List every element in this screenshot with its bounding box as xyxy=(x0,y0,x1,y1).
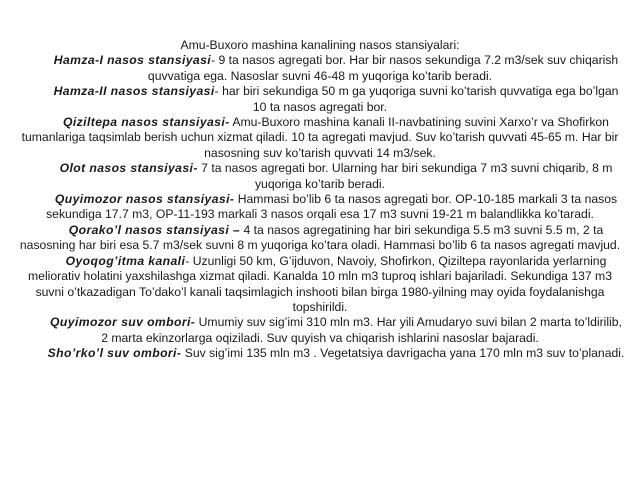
paragraph-qorakol xyxy=(14,223,626,254)
paragraph-term: Quyimozor nasos stansiyasi- xyxy=(54,192,235,207)
paragraph-term: Quyimozor suv ombori- xyxy=(50,315,196,330)
paragraph-term: Hamza-I nasos stansiyasi xyxy=(53,53,212,68)
paragraph-hamza-2 xyxy=(14,84,626,115)
paragraph-term: Qiziltepa nasos stansiyasi- xyxy=(63,115,230,130)
paragraph-text: Umumiy suv sig’imi 310 mln m3. Har yili Amudaryo suvi bilan 2 marta to’ldirilib, 2 marta ekinzorlarga oqiziladi. Suv quyish va chiqarish ishlarini nasoslar bajaradi. xyxy=(101,315,622,345)
paragraph-oyoqogitma xyxy=(14,254,626,316)
paragraph-term: Hamza-II nasos stansiyasi xyxy=(53,84,215,99)
paragraph-term: Olot nasos stansiyasi- xyxy=(59,161,198,176)
paragraph-olot xyxy=(14,161,626,192)
paragraph-term: Qorako’l nasos stansiyasi – xyxy=(68,222,241,237)
paragraph-quyimozor-suv-ombori xyxy=(14,315,626,346)
paragraph-text: 4 ta nasos agregatining har biri sekundiga 5.5 m3 suvni 5.5 m, 2 ta nasosning har biri esa 5.7 m3/sek suvni 8 m yuqoriga ko’tara oladi. Hammasi bo’lib 6 ta nasos agregati mavjud. xyxy=(19,222,621,253)
document-title: Amu-Buxoro mashina kanalining nasos stansiyalari: xyxy=(180,38,460,52)
paragraph-text: - har biri sekundiga 50 m ga yuqoriga suvni ko’tarish quvvatiga ega bo’lgan 10 ta nasos agregati bor. xyxy=(214,84,619,114)
paragraph-text: Suv sig’imi 135 mln m3 . Vegetatsiya davrigacha yana 170 mln m3 suv to’planadi. xyxy=(181,346,625,361)
paragraph-hamza-1 xyxy=(14,53,626,84)
paragraph-term: Sho’rko’l suv ombori- xyxy=(47,346,182,361)
document-body xyxy=(14,38,626,362)
paragraph-qiziltepa xyxy=(14,115,626,161)
paragraph-quyimozor-nasos xyxy=(14,192,626,223)
paragraph-text: 7 ta nasos agregati bor. Ularning har biri sekundiga 7 m3 suvni chiqarib, 8 m yuqoriga ko’tarib beradi. xyxy=(197,161,613,191)
paragraph-term: Oyoqog’itma kanali xyxy=(65,253,186,268)
paragraph-text: - 9 ta nasos agregati bor. Har bir nasos sekundiga 7.2 m3/sek suv chiqarish quvvatiga ega. Nasoslar suvni 46-48 m yuqoriga ko’tarib beradi. xyxy=(147,53,619,83)
paragraph-text: Hammasi bo’lib 6 ta nasos agregati bor. OP-10-185 markali 3 ta nasos sekundiga 17.7 m3, OP-11-193 markali 3 nasos orqali esa 17 m3 suvni 19-21 m balandlikka ko’taradi. xyxy=(46,192,618,222)
paragraph-text: - Uzunligi 50 km, G’ijduvon, Navoiy, Shofirkon, Qiziltepa rayonlarida yerlarning meliorativ holatini yaxshilashga xizmat qiladi. Kanalda 10 mln m3 tuproq ishlari bajariladi. Sekundiga 137 m3 suvni o’tkazadigan To’dako’l kanali taqsimlagich inshooti bilan birga 1980-yilning may oyida foydalanishga topshirildi. xyxy=(28,253,612,314)
paragraph-shorkol xyxy=(14,346,626,361)
paragraph-text: Amu-Buxoro mashina kanali II-navbatining suvini Xarxo’r va Shofirkon tumanlariga taqsimlab berish uchun xizmat qiladi. 10 ta agregati mavjud. Suv ko’tarish quvvati 45-65 m. Har bir nasosning suv ko’tarish quvvati 14 m3/sek. xyxy=(21,115,619,160)
